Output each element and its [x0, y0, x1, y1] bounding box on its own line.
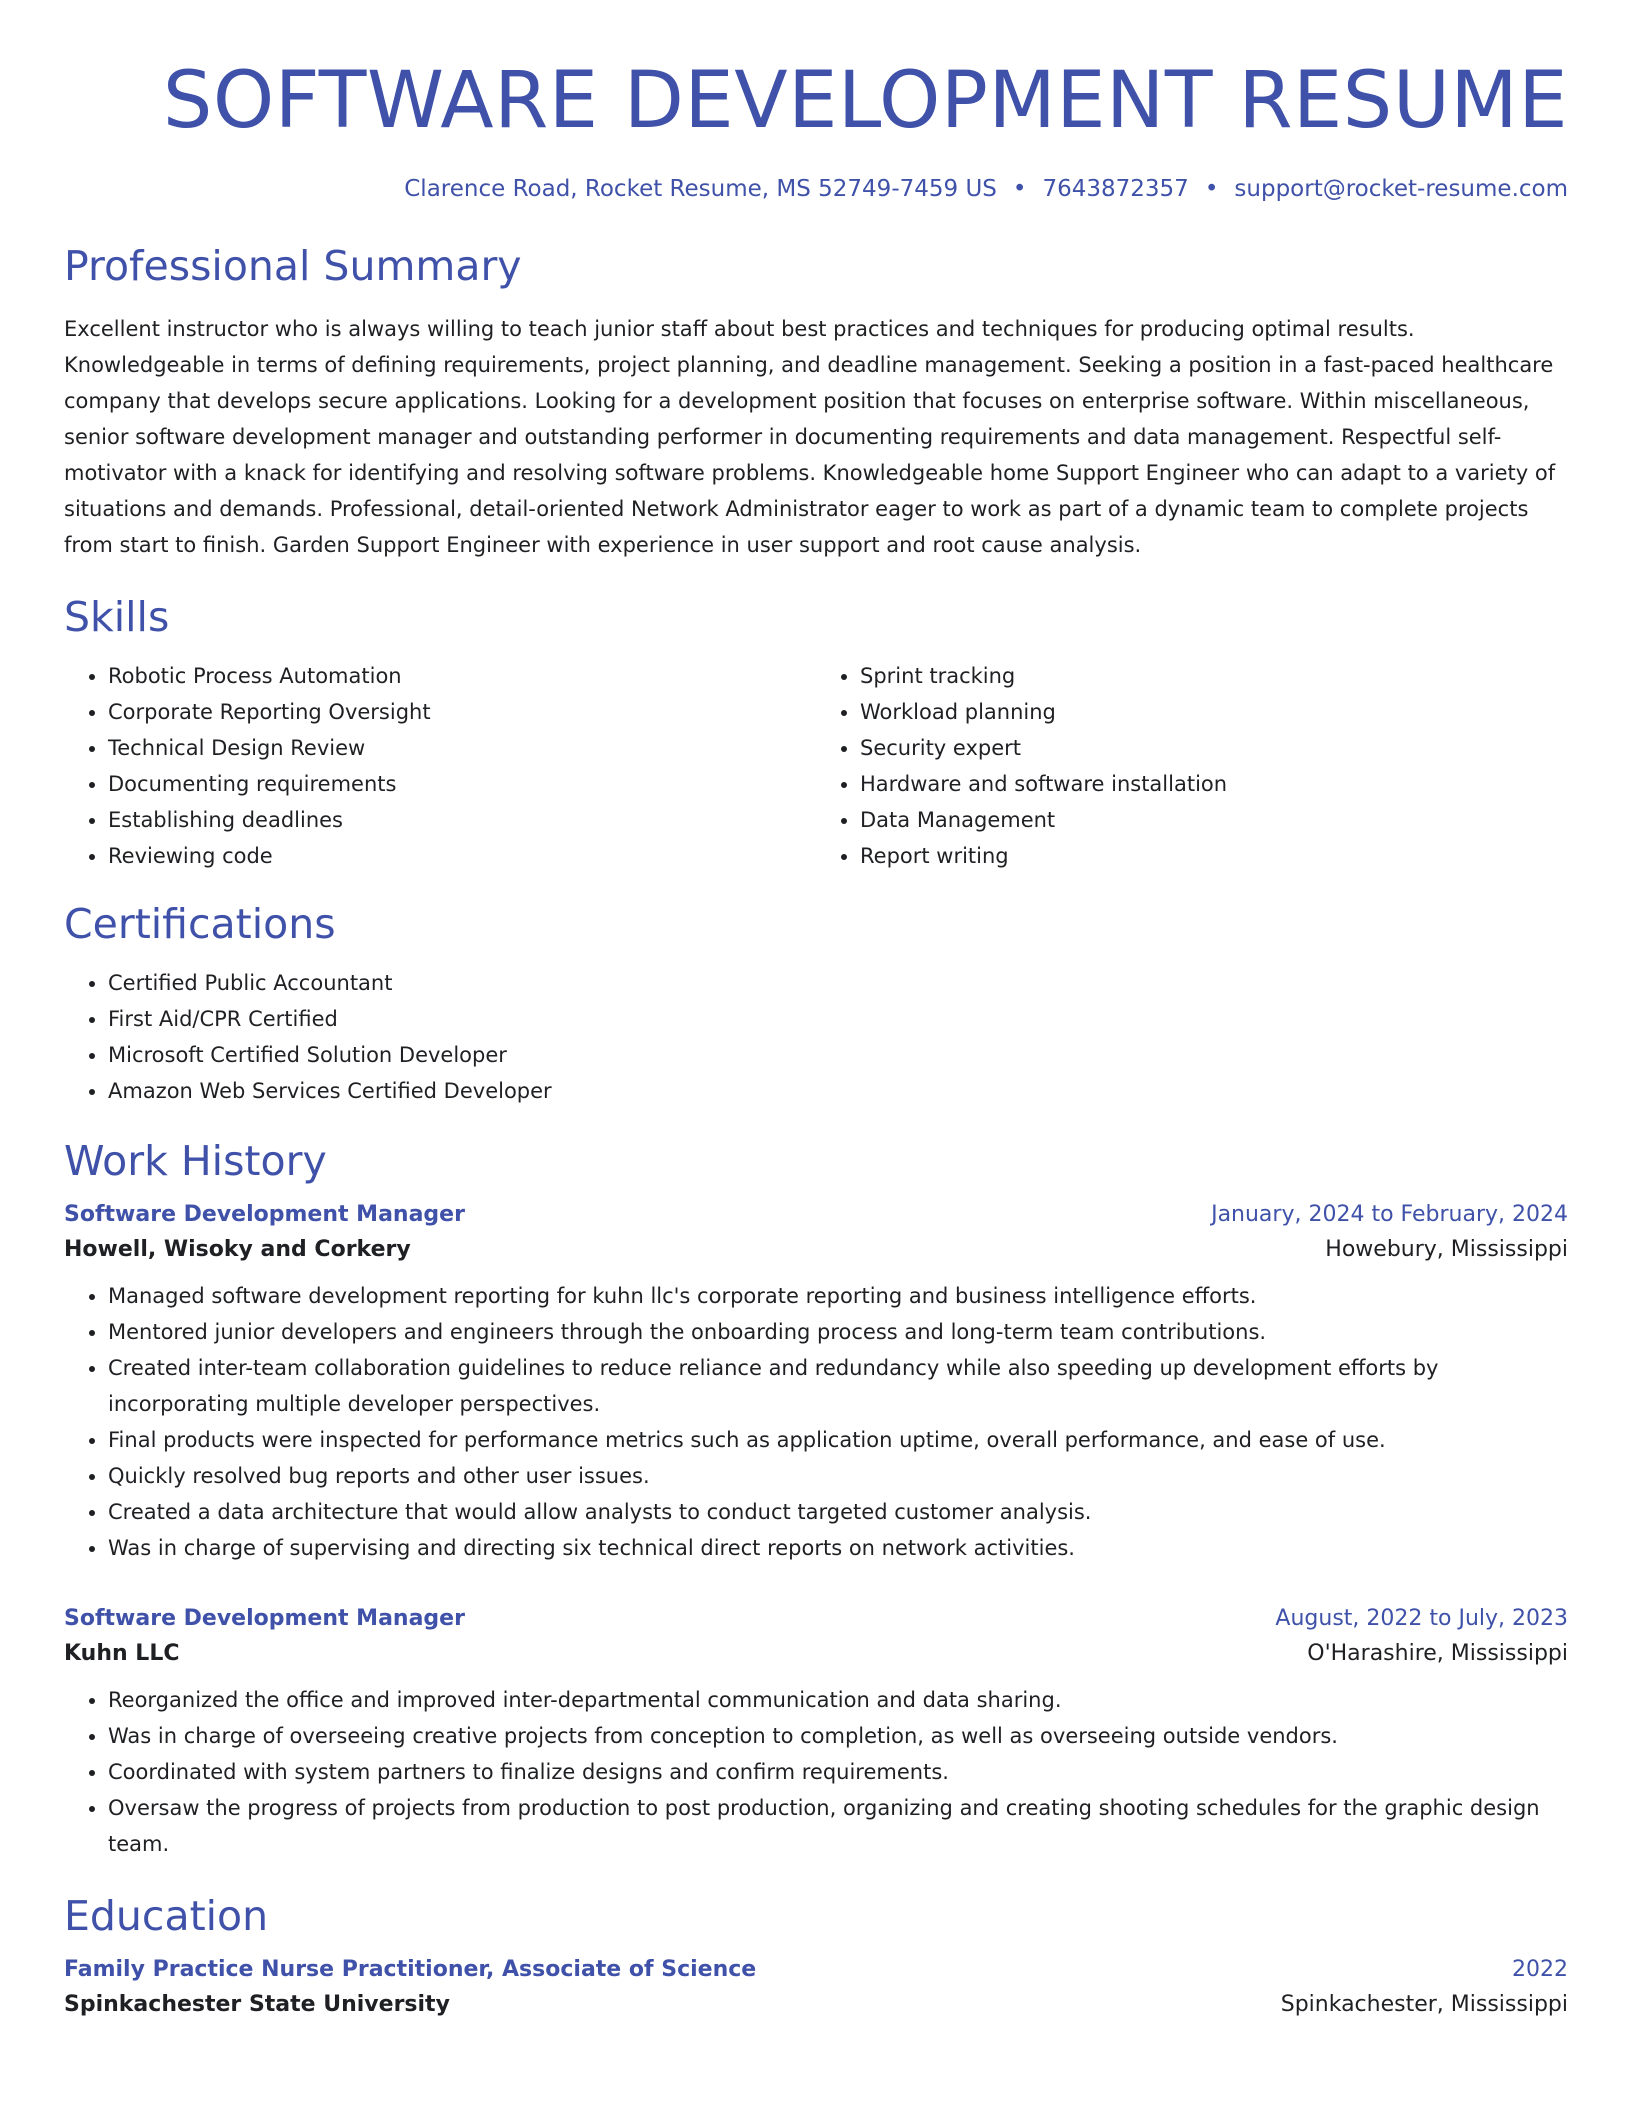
job-dates: January, 2024 to February, 2024	[1211, 1201, 1568, 1227]
skill-item: • Data Management	[860, 802, 1568, 838]
job-bullet: • Final products were inspected for performance metrics such as application uptime, overall performance, and ease of use.	[108, 1422, 1568, 1458]
skill-item: • Corporate Reporting Oversight	[108, 694, 816, 730]
certification-item: • Certified Public Accountant	[108, 965, 1568, 1001]
skill-item: • Documenting requirements	[108, 766, 816, 802]
contact-address: Clarence Road, Rocket Resume, MS 52749-7459 US	[404, 176, 997, 202]
job-bullets	[64, 1682, 1568, 1862]
section-heading-certifications: Certifications	[64, 899, 336, 948]
certifications-list	[64, 965, 1568, 1109]
job-entry	[64, 1202, 1568, 1566]
job-title: Software Development Manager	[64, 1605, 465, 1631]
contact-line	[64, 176, 1568, 204]
job-header-row	[64, 1606, 1568, 1631]
summary-text: Excellent instructor who is always willing to teach junior staff about best practices and techniques for producing optimal results. Knowledgeable in terms of defining requirements, project planning, and deadline management. Seeking a position in a fast-paced healthcare company that develops secure applications. Looking for a development position that focuses on enterprise software. Within miscellaneous, senior software development manager and outstanding performer in documenting requirements and data management. Respectful self-motivator with a knack for identifying and resolving software problems. Knowledgeable home Support Engineer who can adapt to a variety of situations and demands. Professional, detail-oriented Network Administrator eager to work as part of a dynamic team to complete projects from start to finish. Garden Support Engineer with experience in user support and root cause analysis.	[64, 316, 1556, 557]
education-year: 2022	[1512, 1957, 1568, 1983]
contact-email: support@rocket-resume.com	[1234, 176, 1568, 202]
job-bullet: • Created a data architecture that would allow analysts to conduct targeted customer analysis.	[108, 1494, 1568, 1530]
job-location: O'Harashire, Mississippi	[1307, 1640, 1568, 1666]
job-bullet: • Mentored junior developers and engineers through the onboarding process and long-term team contributions.	[108, 1314, 1568, 1350]
section-heading-work-history: Work History	[64, 1136, 327, 1185]
job-dates: August, 2022 to July, 2023	[1275, 1605, 1568, 1631]
section-heading-education: Education	[64, 1891, 269, 1940]
section-heading-skills: Skills	[64, 592, 170, 641]
education-degree: Family Practice Nurse Practitioner, Associate of Science	[64, 1957, 757, 1983]
job-bullet: • Oversaw the progress of projects from production to post production, organizing and creating shooting schedules for the graphic design team.	[108, 1790, 1568, 1862]
job-bullets	[64, 1278, 1568, 1566]
job-bullet: • Was in charge of supervising and directing six technical direct reports on network activities.	[108, 1530, 1568, 1566]
job-company-row	[64, 1631, 1568, 1666]
job-bullet: • Created inter-team collaboration guidelines to reduce reliance and redundancy while also speeding up development efforts by incorporating multiple developer perspectives.	[108, 1350, 1568, 1422]
job-bullet: • Was in charge of overseeing creative projects from conception to completion, as well as overseeing outside vendors.	[108, 1718, 1568, 1754]
contact-separator: •	[1012, 176, 1027, 202]
skills-column-left	[64, 658, 816, 874]
skill-item: • Hardware and software installation	[860, 766, 1568, 802]
skill-item: • Report writing	[860, 838, 1568, 874]
contact-phone: 7643872357	[1042, 176, 1189, 202]
job-bullet: • Managed software development reporting for kuhn llc's corporate reporting and business intelligence efforts.	[108, 1278, 1568, 1314]
skill-item: • Reviewing code	[108, 838, 816, 874]
skill-item: • Security expert	[860, 730, 1568, 766]
education-entry	[64, 1957, 1568, 2017]
skill-item: • Establishing deadlines	[108, 802, 816, 838]
job-title: Software Development Manager	[64, 1201, 465, 1227]
contact-separator: •	[1204, 176, 1219, 202]
education-school-row	[64, 1982, 1568, 2017]
education-location: Spinkachester, Mississippi	[1280, 1992, 1568, 2018]
job-company: Howell, Wisoky and Corkery	[64, 1236, 411, 1262]
skills-column-right	[816, 658, 1568, 874]
education-school: Spinkachester State University	[64, 1992, 450, 2018]
job-entry	[64, 1606, 1568, 1862]
section-heading-summary: Professional Summary	[64, 241, 522, 290]
education-header-row	[64, 1957, 1568, 1982]
skills-list	[64, 658, 1568, 874]
skill-item: • Technical Design Review	[108, 730, 816, 766]
certification-item: • Amazon Web Services Certified Developer	[108, 1073, 1568, 1109]
certification-item: • First Aid/CPR Certified	[108, 1001, 1568, 1037]
skill-item: • Workload planning	[860, 694, 1568, 730]
job-bullet: • Quickly resolved bug reports and other user issues.	[108, 1458, 1568, 1494]
job-location: Howebury, Mississippi	[1325, 1236, 1568, 1262]
job-bullet: • Coordinated with system partners to finalize designs and confirm requirements.	[108, 1754, 1568, 1790]
certification-item: • Microsoft Certified Solution Developer	[108, 1037, 1568, 1073]
job-company: Kuhn LLC	[64, 1640, 180, 1666]
resume-title: SOFTWARE DEVELOPMENT RESUME	[162, 56, 1568, 146]
job-header-row	[64, 1202, 1568, 1227]
skill-item: • Sprint tracking	[860, 658, 1568, 694]
skill-item: • Robotic Process Automation	[108, 658, 816, 694]
job-company-row	[64, 1227, 1568, 1262]
job-bullet: • Reorganized the office and improved inter-departmental communication and data sharing.	[108, 1682, 1568, 1718]
